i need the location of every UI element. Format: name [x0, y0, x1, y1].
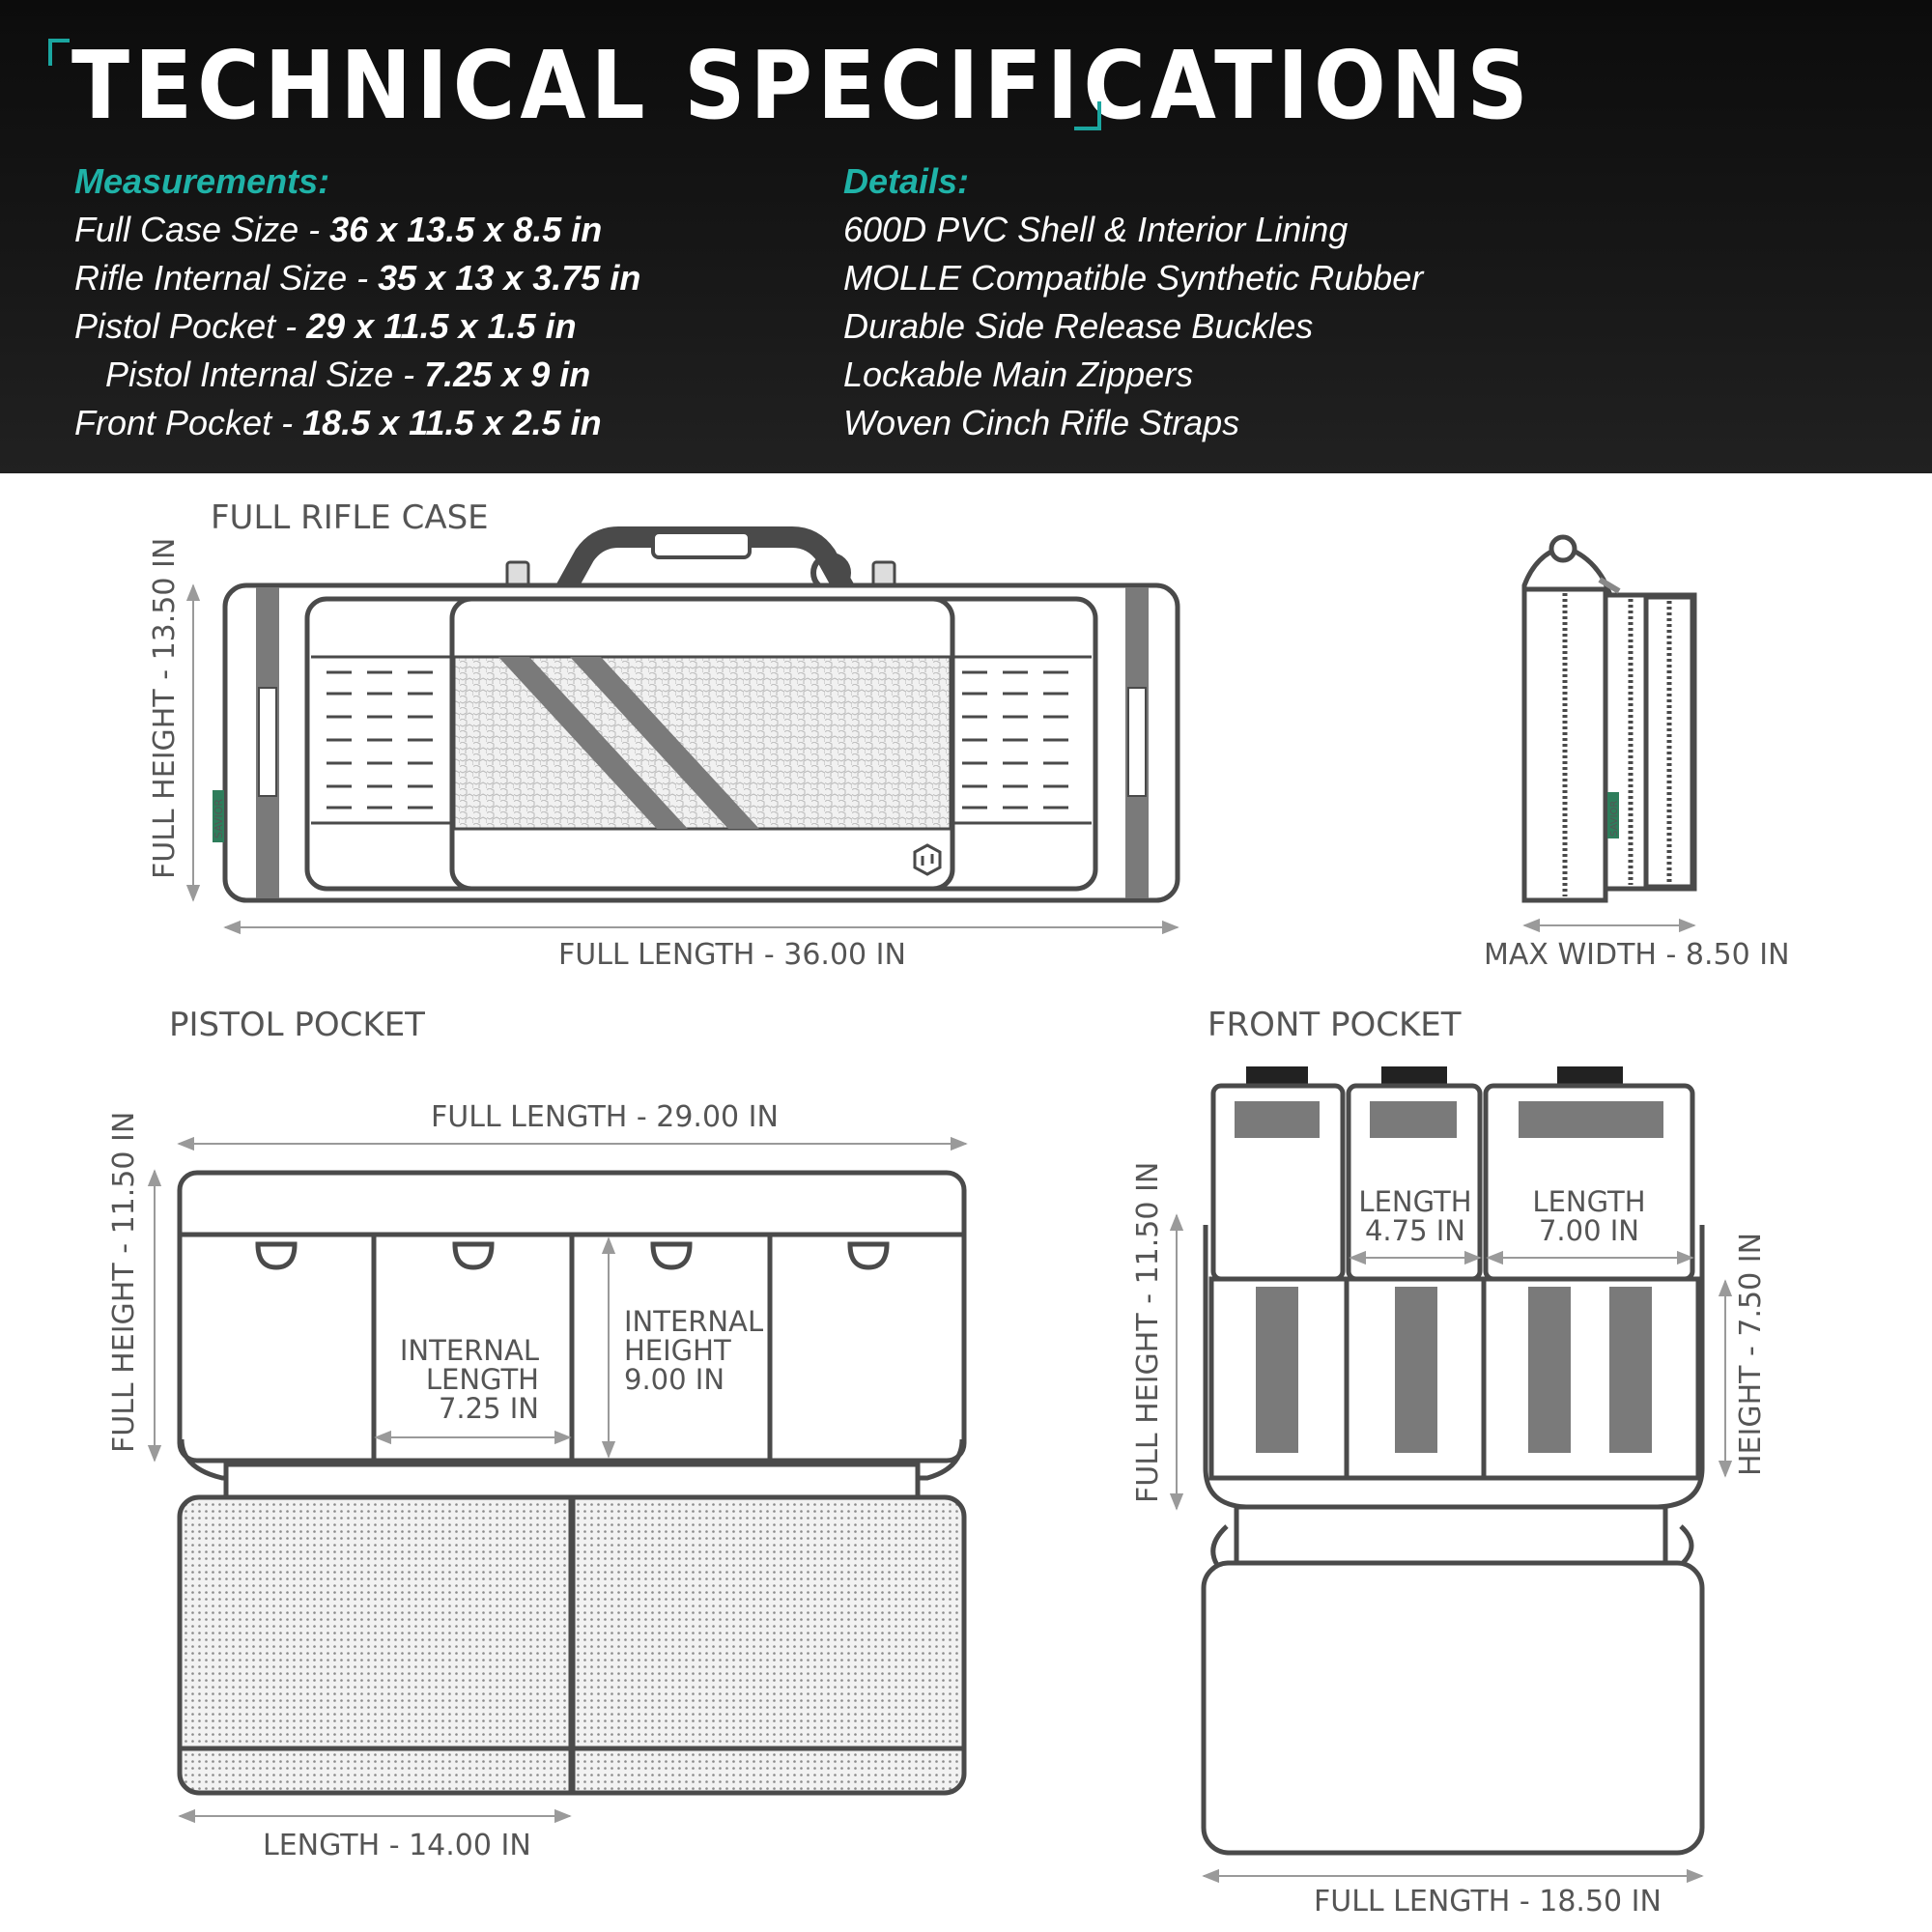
front-full-height-label: FULL HEIGHT - 11.50 IN	[1131, 1161, 1165, 1503]
pouch-length-b-label: 7.00 IN	[1538, 1214, 1640, 1247]
pistol-pocket-diagram	[107, 1006, 966, 1862]
rifle-case-title: FULL RIFLE CASE	[211, 498, 489, 537]
measurements-heading: Measurements:	[74, 161, 330, 201]
brand-tag-label: SAVIOR	[1609, 800, 1620, 837]
strap	[1395, 1287, 1437, 1453]
measurement-row: Rifle Internal Size - 35 x 13 x 3.75 in	[74, 258, 641, 298]
internal-length-label: INTERNAL	[399, 1334, 539, 1367]
internal-height-label: 9.00 IN	[624, 1363, 725, 1396]
pouch-length-a-label: 4.75 IN	[1364, 1214, 1466, 1247]
front-full-length-label: FULL LENGTH - 18.50 IN	[1314, 1885, 1662, 1918]
front-pocket-title: FRONT POCKET	[1208, 1006, 1462, 1044]
measurement-row: Pistol Pocket - 29 x 11.5 x 1.5 in	[74, 306, 577, 346]
internal-length-label: 7.25 IN	[438, 1392, 539, 1425]
detail-row: Durable Side Release Buckles	[843, 306, 1314, 346]
page-title: TECHNICAL SPECIFICATIONS	[71, 31, 1533, 141]
detail-row: 600D PVC Shell & Interior Lining	[843, 210, 1349, 249]
brand-tag-label: SAVIOR	[213, 798, 225, 838]
pistol-pocket-title: PISTOL POCKET	[169, 1006, 425, 1044]
internal-height-label: HEIGHT	[624, 1334, 731, 1367]
side-width-label: MAX WIDTH - 8.50 IN	[1484, 938, 1790, 972]
internal-length-label: LENGTH	[425, 1363, 539, 1396]
rifle-case-diagram	[148, 498, 1178, 972]
rifle-height-label: FULL HEIGHT - 13.50 IN	[148, 537, 182, 879]
strap	[1528, 1287, 1571, 1453]
front-height-label: HEIGHT - 7.50 IN	[1734, 1232, 1768, 1476]
connector-strip	[226, 1464, 918, 1499]
pistol-length-label: LENGTH - 14.00 IN	[263, 1829, 531, 1862]
strap	[1256, 1287, 1298, 1453]
internal-height-label: INTERNAL	[624, 1305, 764, 1338]
pouch-length-b-label: LENGTH	[1532, 1185, 1646, 1218]
pouch-label-patch	[1519, 1101, 1663, 1138]
front-pocket-lower-panel	[1204, 1563, 1702, 1853]
pouch-label-patch	[1370, 1101, 1457, 1138]
pouch-length-a-label: LENGTH	[1358, 1185, 1472, 1218]
pistol-full-length-label: FULL LENGTH - 29.00 IN	[431, 1100, 779, 1134]
measurement-row: Front Pocket - 18.5 x 11.5 x 2.5 in	[74, 403, 602, 442]
rifle-length-label: FULL LENGTH - 36.00 IN	[558, 938, 906, 972]
strap-loop	[259, 688, 276, 796]
side-handle-ring	[1551, 537, 1575, 560]
handle-grip	[653, 532, 750, 557]
pistol-full-height-label: FULL HEIGHT - 11.50 IN	[107, 1111, 141, 1453]
measurement-row: Full Case Size - 36 x 13.5 x 8.5 in	[74, 210, 603, 249]
strap-loop	[1128, 688, 1146, 796]
strap	[1609, 1287, 1652, 1453]
pouch-label-patch	[1235, 1101, 1320, 1138]
measurement-row: Pistol Internal Size - 7.25 x 9 in	[105, 355, 591, 394]
side-view-diagram	[1484, 537, 1790, 972]
connector-strip	[1236, 1507, 1665, 1565]
detail-row: MOLLE Compatible Synthetic Rubber	[843, 258, 1424, 298]
detail-row: Lockable Main Zippers	[843, 355, 1194, 394]
front-pocket-diagram	[1131, 1006, 1768, 1918]
detail-row: Woven Cinch Rifle Straps	[843, 403, 1240, 442]
details-heading: Details:	[843, 161, 970, 201]
